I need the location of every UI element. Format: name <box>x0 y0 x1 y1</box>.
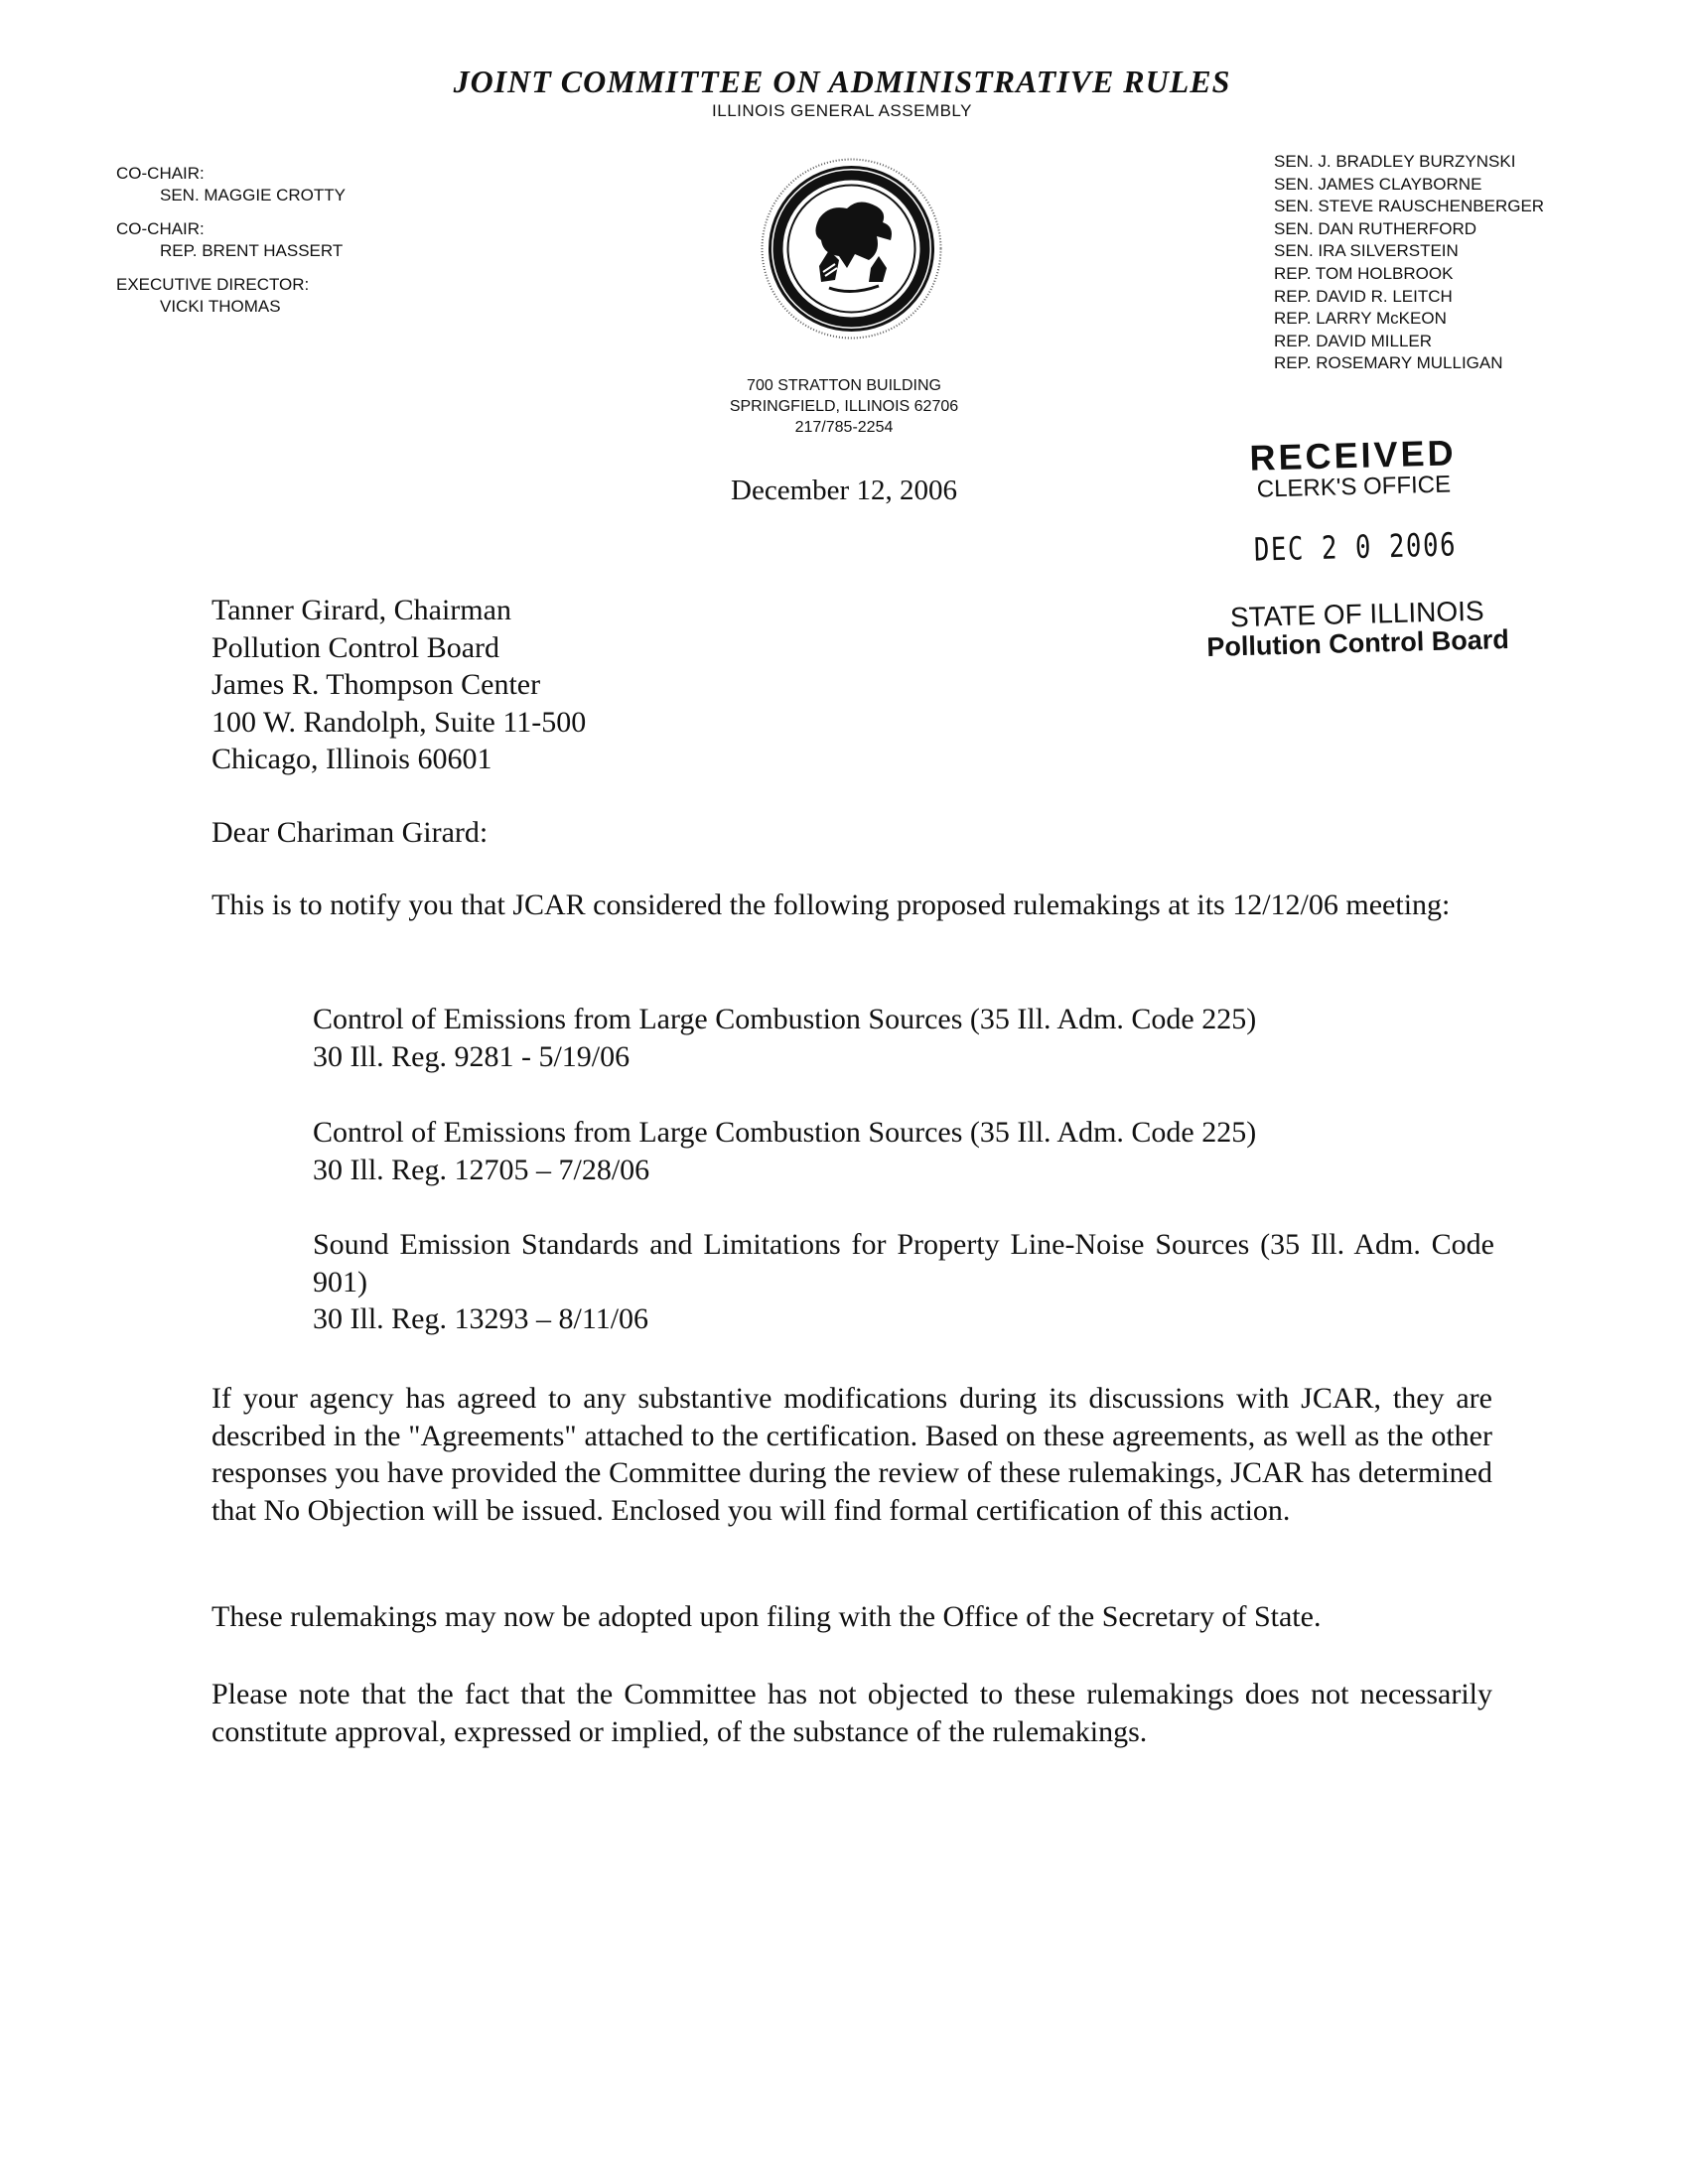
salutation: Dear Chariman Girard: <box>211 816 489 849</box>
stamp-date: DEC 2 0 2006 <box>1253 525 1458 569</box>
member-name: SEN. J. BRADLEY BURZYNSKI <box>1274 152 1516 171</box>
member-name: REP. LARRY McKEON <box>1274 309 1447 329</box>
recipient-line: Pollution Control Board <box>211 630 500 664</box>
stamp-received: RECEIVED <box>1249 432 1458 478</box>
rulemaking-reg: 30 Ill. Reg. 9281 - 5/19/06 <box>313 1039 631 1073</box>
co-chair-name: SEN. MAGGIE CROTTY <box>160 186 347 205</box>
address-line: SPRINGFIELD, ILLINOIS 62706 <box>729 398 959 415</box>
received-stamp <box>1189 433 1522 662</box>
member-name: SEN. DAN RUTHERFORD <box>1274 218 1477 238</box>
recipient-line: Tanner Girard, Chairman <box>211 594 511 626</box>
intro-paragraph: This is to notify you that JCAR considered the following proposed rulemakings at its 12/12/06 meeting: <box>211 888 1451 921</box>
phone-number: 217/785-2254 <box>794 419 894 436</box>
member-name: REP. DAVID R. LEITCH <box>1274 286 1453 306</box>
rulemaking-item <box>313 1001 1494 1075</box>
rulemaking-reg: 30 Ill. Reg. 12705 – 7/28/06 <box>313 1153 650 1186</box>
body-paragraph: Please note that the fact that the Committee has not objected to these rulemakings does not necessarily constitute approval, expressed or implied, of the substance of the rulemakings. <box>211 1678 1492 1748</box>
member-name: SEN. IRA SILVERSTEIN <box>1274 241 1459 261</box>
member-name: REP. DAVID MILLER <box>1274 331 1433 350</box>
co-chair-label: CO-CHAIR: <box>116 219 205 238</box>
executive-director-label: EXECUTIVE DIRECTOR: <box>116 275 310 294</box>
state-seal-icon <box>760 157 943 341</box>
co-chair-label: CO-CHAIR: <box>116 164 205 183</box>
executive-director-name: VICKI THOMAS <box>160 297 281 316</box>
recipient-line: 100 W. Randolph, Suite 11-500 <box>211 705 587 739</box>
stamp-state: STATE OF ILLINOIS <box>1229 595 1484 633</box>
rulemaking-reg: 30 Ill. Reg. 13293 – 8/11/06 <box>313 1302 649 1335</box>
stamp-board: Pollution Control Board <box>1205 623 1510 662</box>
member-name: REP. ROSEMARY MULLIGAN <box>1274 353 1503 373</box>
body-paragraph: If your agency has agreed to any substantive modifications during its discussions with JCAR, they are described in the "Agreements" attached to the certification. Based on these agreements, as well as the other responses you have provided the Committee during the review of these rulemakings, JCAR has determined that No Objection will be issued. Enclosed you will find formal certification of this action. <box>211 1382 1492 1527</box>
committee-title: JOINT COMMITTEE ON ADMINISTRATIVE RULES <box>453 64 1231 99</box>
leadership-block <box>116 163 346 318</box>
member-list <box>1274 151 1544 375</box>
recipient-line: James R. Thompson Center <box>211 668 541 701</box>
committee-address <box>626 375 1062 438</box>
rulemaking-title: Control of Emissions from Large Combustion Sources (35 Ill. Adm. Code 225) <box>313 1116 1257 1149</box>
recipient-line: Chicago, Illinois 60601 <box>211 743 492 775</box>
recipient-address <box>211 592 586 778</box>
co-chair-name: REP. BRENT HASSERT <box>160 241 344 260</box>
letter-date: December 12, 2006 <box>731 475 957 506</box>
rulemaking-item <box>313 1226 1494 1338</box>
assembly-subtitle: ILLINOIS GENERAL ASSEMBLY <box>712 101 972 120</box>
rulemaking-item <box>313 1114 1494 1188</box>
rulemaking-title: Control of Emissions from Large Combustion Sources (35 Ill. Adm. Code 225) <box>313 1003 1257 1035</box>
body-paragraph: These rulemakings may now be adopted upon filing with the Office of the Secretary of State. <box>211 1600 1322 1633</box>
address-line: 700 STRATTON BUILDING <box>747 377 941 394</box>
member-name: SEN. JAMES CLAYBORNE <box>1274 174 1482 194</box>
stamp-office: CLERK'S OFFICE <box>1256 471 1452 503</box>
member-name: SEN. STEVE RAUSCHENBERGER <box>1274 197 1545 216</box>
rulemaking-title: Sound Emission Standards and Limitations for Property Line-Noise Sources (35 Ill. Adm. Code 901) <box>313 1228 1494 1298</box>
member-name: REP. TOM HOLBROOK <box>1274 263 1454 283</box>
